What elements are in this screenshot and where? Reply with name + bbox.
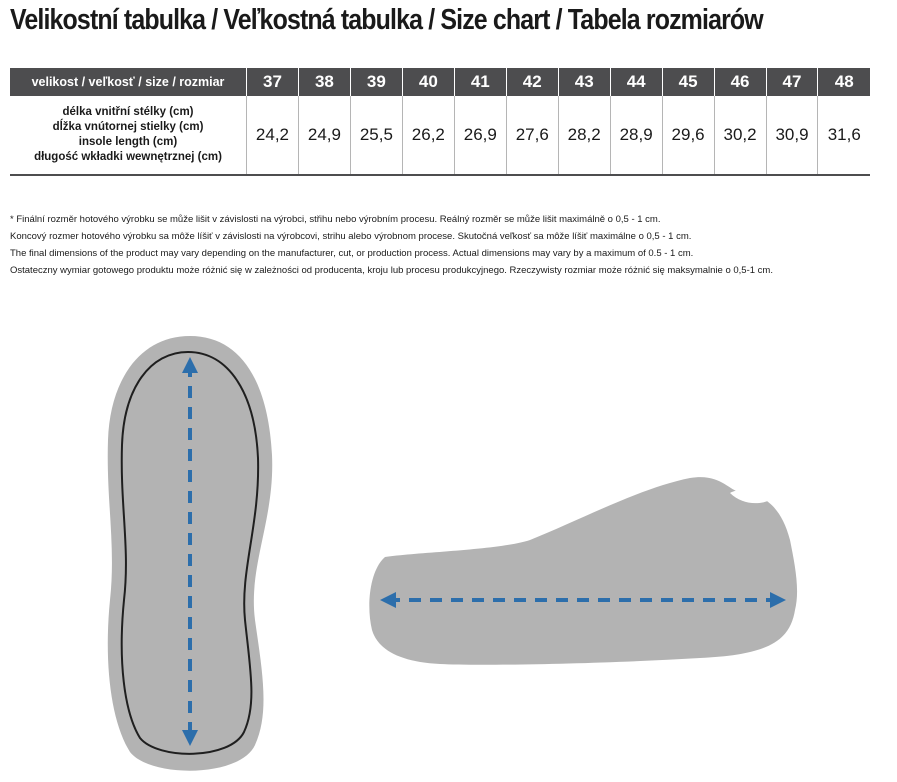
size-cell: 40 bbox=[402, 68, 454, 96]
note-cs: * Finální rozměr hotového výrobku se může lišit v závislosti na výrobci, střihu nebo výrobním procesu. Reálný rozměr se může lišit maximálně o 0,5 - 1 cm. bbox=[10, 214, 661, 225]
size-cell: 44 bbox=[610, 68, 662, 96]
length-cell: 30,9 bbox=[766, 96, 818, 175]
page-title: Velikostní tabulka / Veľkostná tabulka / Size chart / Tabela rozmiarów bbox=[10, 4, 763, 36]
note-en: The final dimensions of the product may vary depending on the manufacturer, cut, or production process. Actual dimensions may vary by a maximum of 0.5 - 1 cm. bbox=[10, 248, 694, 259]
length-cell: 26,9 bbox=[454, 96, 506, 175]
label-pl: długość wkładki wewnętrznej (cm) bbox=[34, 151, 222, 163]
size-cell: 42 bbox=[506, 68, 558, 96]
length-cell: 30,2 bbox=[714, 96, 766, 175]
note-sk: Koncový rozmer hotového výrobku sa môže líšiť v závislosti na výrobcovi, strihu alebo výrobnom procese. Skutočná veľkosť sa môže líšiť maximálne o 0,5 - 1 cm. bbox=[10, 231, 692, 242]
size-cell: 37 bbox=[247, 68, 299, 96]
length-cell: 25,5 bbox=[350, 96, 402, 175]
length-cell: 26,2 bbox=[402, 96, 454, 175]
length-cell: 27,6 bbox=[506, 96, 558, 175]
length-cell: 31,6 bbox=[818, 96, 870, 175]
length-cell: 24,9 bbox=[298, 96, 350, 175]
size-cell: 45 bbox=[662, 68, 714, 96]
size-cell: 39 bbox=[350, 68, 402, 96]
insole-icon bbox=[108, 336, 273, 771]
size-cell: 41 bbox=[454, 68, 506, 96]
label-cs: délka vnitřní stélky (cm) bbox=[62, 106, 194, 118]
size-cell: 38 bbox=[298, 68, 350, 96]
label-en: insole length (cm) bbox=[78, 136, 178, 148]
shoe-side-icon bbox=[369, 477, 797, 665]
note-pl: Ostateczny wymiar gotowego produktu może różnić się w zależności od producenta, kroju lub procesu produkcyjnego. Rzeczywisty rozmiar może różnić się maksymalnie o 0,5-1 cm. bbox=[10, 265, 773, 276]
label-sk: dĺžka vnútornej stielky (cm) bbox=[52, 121, 204, 133]
size-cell: 46 bbox=[714, 68, 766, 96]
length-cell: 28,2 bbox=[558, 96, 610, 175]
length-cell: 24,2 bbox=[247, 96, 299, 175]
size-cell: 43 bbox=[558, 68, 610, 96]
length-cell: 28,9 bbox=[610, 96, 662, 175]
size-cell: 47 bbox=[766, 68, 818, 96]
size-header-label: velikost / veľkosť / size / rozmiar bbox=[10, 68, 247, 96]
length-cell: 29,6 bbox=[662, 96, 714, 175]
size-cell: 48 bbox=[818, 68, 870, 96]
